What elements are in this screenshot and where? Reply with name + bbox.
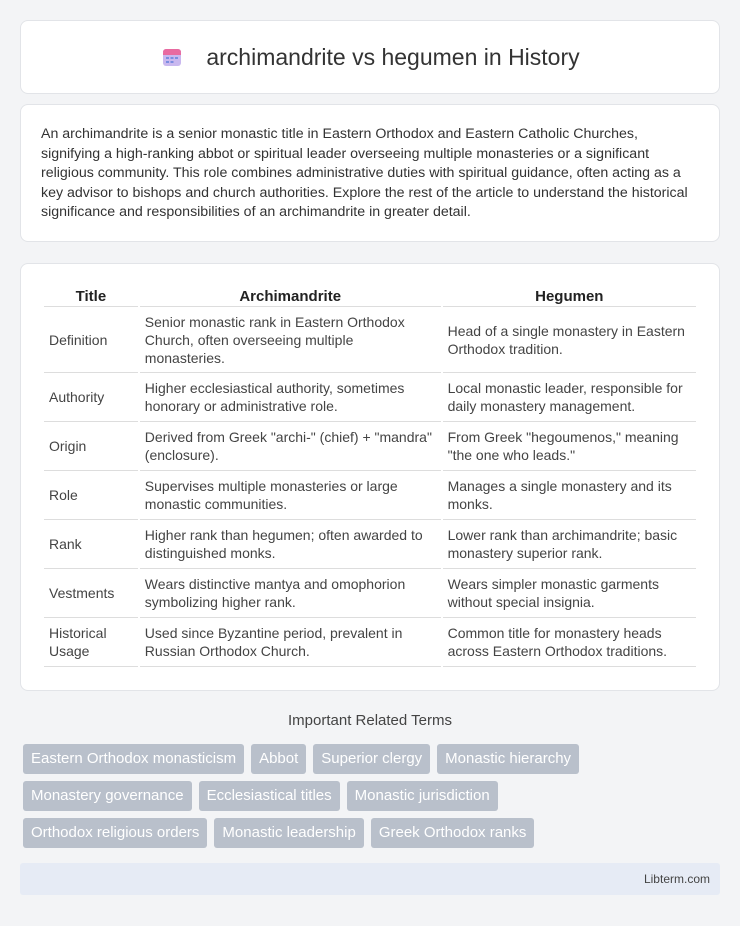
hegumen-cell: Local monastic leader, responsible for daily monastery management. xyxy=(443,373,696,422)
archimandrite-cell: Used since Byzantine period, prevalent in Russian Orthodox Church. xyxy=(140,618,441,667)
column-header: Title xyxy=(44,286,138,307)
row-label: Definition xyxy=(44,307,138,373)
table-row xyxy=(44,422,696,471)
intro-card xyxy=(20,104,720,242)
archimandrite-cell: Higher ecclesiastical authority, sometimes honorary or administrative role. xyxy=(140,373,441,422)
related-term-tag[interactable]: Ecclesiastical titles xyxy=(199,781,340,811)
tag-row xyxy=(23,781,723,811)
archimandrite-cell: Higher rank than hegumen; often awarded to distinguished monks. xyxy=(140,520,441,569)
related-term-tag[interactable]: Monastic jurisdiction xyxy=(347,781,498,811)
hegumen-cell: Head of a single monastery in Eastern Orthodox tradition. xyxy=(443,307,696,373)
column-header: Hegumen xyxy=(443,286,696,307)
column-header: Archimandrite xyxy=(140,286,441,307)
hegumen-cell: From Greek "hegoumenos," meaning "the one who leads." xyxy=(443,422,696,471)
table-header-row xyxy=(44,286,696,307)
hegumen-cell: Wears simpler monastic garments without special insignia. xyxy=(443,569,696,618)
related-term-tag[interactable]: Monastic leadership xyxy=(214,818,363,848)
hegumen-cell: Lower rank than archimandrite; basic monastery superior rank. xyxy=(443,520,696,569)
row-label: Historical Usage xyxy=(44,618,138,667)
table-row xyxy=(44,618,696,667)
footer xyxy=(20,863,720,895)
hegumen-cell: Common title for monastery heads across Eastern Orthodox traditions. xyxy=(443,618,696,667)
row-label: Rank xyxy=(44,520,138,569)
related-term-tag[interactable]: Superior clergy xyxy=(313,744,430,774)
table-row xyxy=(44,307,696,373)
related-term-tag[interactable]: Eastern Orthodox monasticism xyxy=(23,744,244,774)
table-row xyxy=(44,373,696,422)
header-card xyxy=(20,20,720,94)
related-term-tag[interactable]: Greek Orthodox ranks xyxy=(371,818,535,848)
comparison-table xyxy=(42,286,698,667)
table-row xyxy=(44,569,696,618)
archimandrite-cell: Wears distinctive mantya and omophorion symbolizing higher rank. xyxy=(140,569,441,618)
row-label: Origin xyxy=(44,422,138,471)
calendar-icon xyxy=(160,45,184,69)
row-label: Authority xyxy=(44,373,138,422)
archimandrite-cell: Derived from Greek "archi-" (chief) + "mandra" (enclosure). xyxy=(140,422,441,471)
related-terms xyxy=(23,744,723,855)
related-term-tag[interactable]: Orthodox religious orders xyxy=(23,818,207,848)
related-term-tag[interactable]: Monastery governance xyxy=(23,781,192,811)
comparison-card xyxy=(20,263,720,691)
hegumen-cell: Manages a single monastery and its monks. xyxy=(443,471,696,520)
tag-row xyxy=(23,818,723,848)
footer-link[interactable]: Libterm.com xyxy=(643,872,710,886)
related-term-tag[interactable]: Abbot xyxy=(251,744,306,774)
table-row xyxy=(44,471,696,520)
intro-text: An archimandrite is a senior monastic title in Eastern Orthodox and Eastern Catholic Churches, signifying a high-ranking abbot or spiritual leader overseeing multiple monasteries or a significant religious community. This role combines administrative duties with spiritual guidance, often acting as a key advisor to bishops and church authorities. Explore the rest of the article to understand the historical significance and responsibilities of an archimandrite in greater detail. xyxy=(41,126,688,221)
row-label: Role xyxy=(44,471,138,520)
page-title: archimandrite vs hegumen in History xyxy=(206,43,580,70)
related-term-tag[interactable]: Monastic hierarchy xyxy=(437,744,579,774)
row-label: Vestments xyxy=(44,569,138,618)
table-row xyxy=(44,520,696,569)
archimandrite-cell: Senior monastic rank in Eastern Orthodox Church, often overseeing multiple monasteries. xyxy=(140,307,441,373)
tag-row xyxy=(23,744,723,774)
archimandrite-cell: Supervises multiple monasteries or large monastic communities. xyxy=(140,471,441,520)
related-terms-title: Important Related Terms xyxy=(288,712,452,729)
